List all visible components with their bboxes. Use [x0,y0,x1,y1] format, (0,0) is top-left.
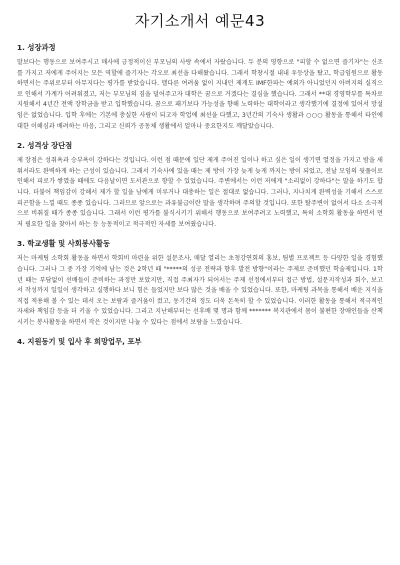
document-title: 자기소개서 예문43 [134,12,266,30]
section-body: 저는 마케팅 소학회 활동을 하면서 학회비 마련을 위한 설문조사, 매달 열리는 초청강연회의 홍보, 팀별 프로젝트 등 다양한 일을 경험했습니다. 그러나 그 중 가장 기억에 남는 것은 2학년 때 "*****의 성공 전략과 향후 발전 방향"이라는 주제로 준비했던 학술제입니다. 1학년 때는 부담없이 선배들이 준비하는 과정만 보았지만, 직접 주최자가 되어서는 주제 선정에서부터 접근 방법, 설문지작성과 회수, 보고서 작성까지 일일이 생각하고 실행하다 보니 힘은 들었지만 보다 많은 것을 배울 수 있었습니다. 또한, 마케팅 과목을 통해서 배운 지식을 직접 적용해 볼 수 있는 데서 오는 보람과 즐거움이 컸고, 동기간의 정도 더욱 돈독히 할 수 있었습니다. 이러한 활동을 통해서 적극적인 자세와 책임감 등을 더 키울 수 있었습니다. 그리고 지난해부터는 선후배 몇 명과 함께 ******* 복지관에서 몸이 불편한 장애인들을 산책시키는 봉사활동을 하면서 작은 것이지만 나눌 수 있다는 점에서 보람을 느꼈습니다. [17,255,383,326]
section-heading: 3. 학교생활 및 사회봉사활동 [17,239,111,249]
section-heading: 4. 지원동기 및 입사 후 희망업무, 포부 [17,337,142,347]
section-body: 제 장점은 성취욕과 승부욕이 강하다는 것입니다. 이런 점 때문에 일단 제게 주어진 일이나 하고 싶은 일이 생기면 열정을 가지고 밤을 새워서라도 완벽하게 하는 근성이 있습니다. 그래서 기숙사에 있을 때는 제 방이 가장 늦게 늦게 까지는 방이 되었고, 전날 모임의 뒷풀이로 인해서 피로가 쌓였을 때에도 다음날이면 도서관으로 향할 수 있었습니다. 주변에서는 이런 저에게 "소리없이 강하다"는 말을 하기도 합니다. 더불어 책임감이 강해서 제가 할 일을 남에게 미루거나 대충하는 일은 절대로 없습니다. 그러나, 지나치게 완벽성을 기해서 스스로 피곤함을 느낄 때도 종종 있습니다. 그러므로 앞으로는 과유불급이란 말을 생각하며 주의할 것입니다. 또한 탈주변이 없어서 다소 소극적으로 비춰질 때가 종종 있습니다. 그래서 이런 평가를 불식시키기 위해서 행동으로 보여주려고 노력했고, 특히 소학회 활동을 하면서 먼저 필요한 일을 찾아서 하는 등 능동적이고 적극적인 자세를 보여줬습니다. [17,157,383,228]
section-body: 말보다는 행동으로 보여주시고 매사에 긍정적이신 부모님의 사랑 속에서 자랐습니다. 두 분의 영향으로 "피할 수 없으면 즐기자"는 신조를 가지고 저에게 주어지는 모든 역할에 즐기자는 각오로 최선을 다해왔습니다. 그래서 학창시절 내내 우등상을 탔고, 학급임원으로 활동하면서는 주위로부터 아무지다는 평가를 받았습니다. 맬다른 여려움 없이 지내던 제게도 IMF한파는 예외가 아니었던지 아버지의 실직으로 인해서 가계가 어려워졌고, 저는 부모님의 짐을 덜어주고자 대학은 꿈으로 거겠다는 결심을 했습니다. 그래서 **대 경영학부를 특차로 지원해서 4년간 전액 장학금을 받고 입학했습니다. 꿈으로 패기보다 가능성을 향해 노력하는 대학이라고 생각했기에 결정에 있어서 망설임은 없었습니다. 입학 후에는 기본에 충실한 사람이 되고자 학업에 최선을 다했고, 3년간의 기숙사 생활과 ○○○ 활동을 통해서 타인에 대한 이해심과 배려하는 마음, 그리고 신뢰가 공동체 생활에서 얼마나 중요한지도 깨달았습니다. [17,59,383,130]
section-heading: 1. 성장과정 [17,43,56,52]
section-heading: 2. 성격상 장단점 [17,141,73,151]
section-school-volunteer [17,239,383,328]
section-growth [17,43,383,132]
section-personality [17,141,383,230]
section-motivation [17,337,383,347]
